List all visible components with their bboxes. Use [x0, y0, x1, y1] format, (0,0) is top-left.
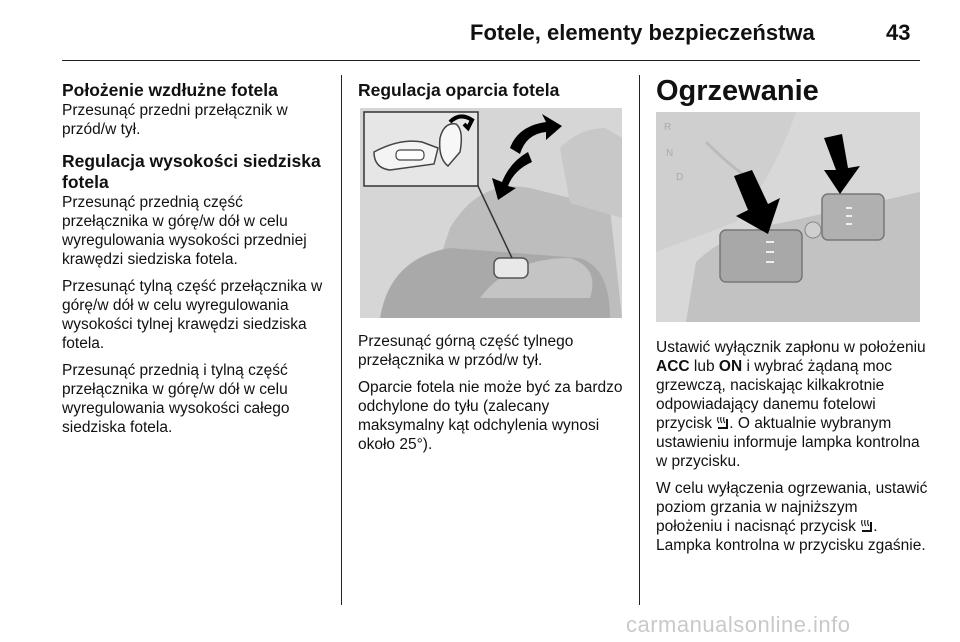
column-3-title	[656, 74, 926, 108]
seat-heat-icon	[860, 519, 873, 533]
paragraph-front-edge: Przesunąć przednią część przełącznika w górę/w dół w celu wyregulowania wysokości przedniej krawędzi siedziska fotela.	[62, 194, 307, 268]
paragraph-rear-edge: Przesunąć tylną część przełącznika w górę/w dół w celu wyregulowania wysokości tylnej krawędzi siedziska fotela.	[62, 278, 323, 352]
gear-label-d: D	[676, 172, 684, 183]
keyword-on: ON	[718, 358, 743, 375]
paragraph-backrest: Przesunąć górną część tylnego przełącznika w przód/w tył.	[358, 333, 574, 369]
gear-label-r: R	[664, 122, 672, 133]
header-rule	[62, 60, 920, 61]
column-divider-1	[341, 75, 342, 605]
heading-seat-height: Regulacja wysokości siedziska fotela	[62, 151, 321, 192]
paragraph-seat-position: Przesunąć przedni przełącznik w przód/w tył.	[62, 102, 288, 138]
heading-heating: Ogrzewanie	[656, 75, 819, 107]
keyword-acc: ACC	[656, 358, 690, 375]
watermark: carmanualsonline.info	[626, 612, 851, 637]
column-2-text	[358, 332, 628, 462]
paragraph-heating-off: W celu wyłączenia ogrzewania, ustawić poziom grzania w najniższym położeniu i nacisnąć przycisk . Lampka kontrolna w przycisku zgaśnie.	[656, 480, 928, 554]
paragraph-whole-seat: Przesunąć przednią i tylną część przełącznika w górę/w dół w celu wyregulowania wysokości całego siedziska fotela.	[62, 362, 290, 436]
gear-label-n: N	[666, 148, 674, 159]
column-2	[358, 80, 628, 101]
page-number: 43	[886, 20, 911, 45]
column-1	[62, 80, 332, 445]
heading-backrest: Regulacja oparcia fotela	[358, 80, 560, 100]
column-3-text	[656, 338, 928, 563]
heading-seat-position: Położenie wzdłużne fotela	[62, 80, 278, 100]
seat-heat-icon	[716, 416, 729, 430]
page-header-title: Fotele, elementy bezpieczeństwa	[470, 20, 815, 45]
seat-adjust-illustration	[360, 108, 622, 318]
seat-heating-illustration	[656, 112, 920, 322]
paragraph-heating-instructions: Ustawić wyłącznik zapłonu w położeniu ACC lub ON i wybrać żądaną moc grzewczą, naciskając kilkakrotnie odpowiadający danemu fotelowi przycisk . O aktualnie wybranym ustawieniu informuje lampka kontrolna w przycisku.	[656, 339, 926, 470]
paragraph-backrest-angle: Oparcie fotela nie może być za bardzo odchylone do tyłu (zalecany maksymalny kąt odchylenia wynosi około 25°).	[358, 379, 623, 453]
column-divider-2	[639, 75, 640, 605]
